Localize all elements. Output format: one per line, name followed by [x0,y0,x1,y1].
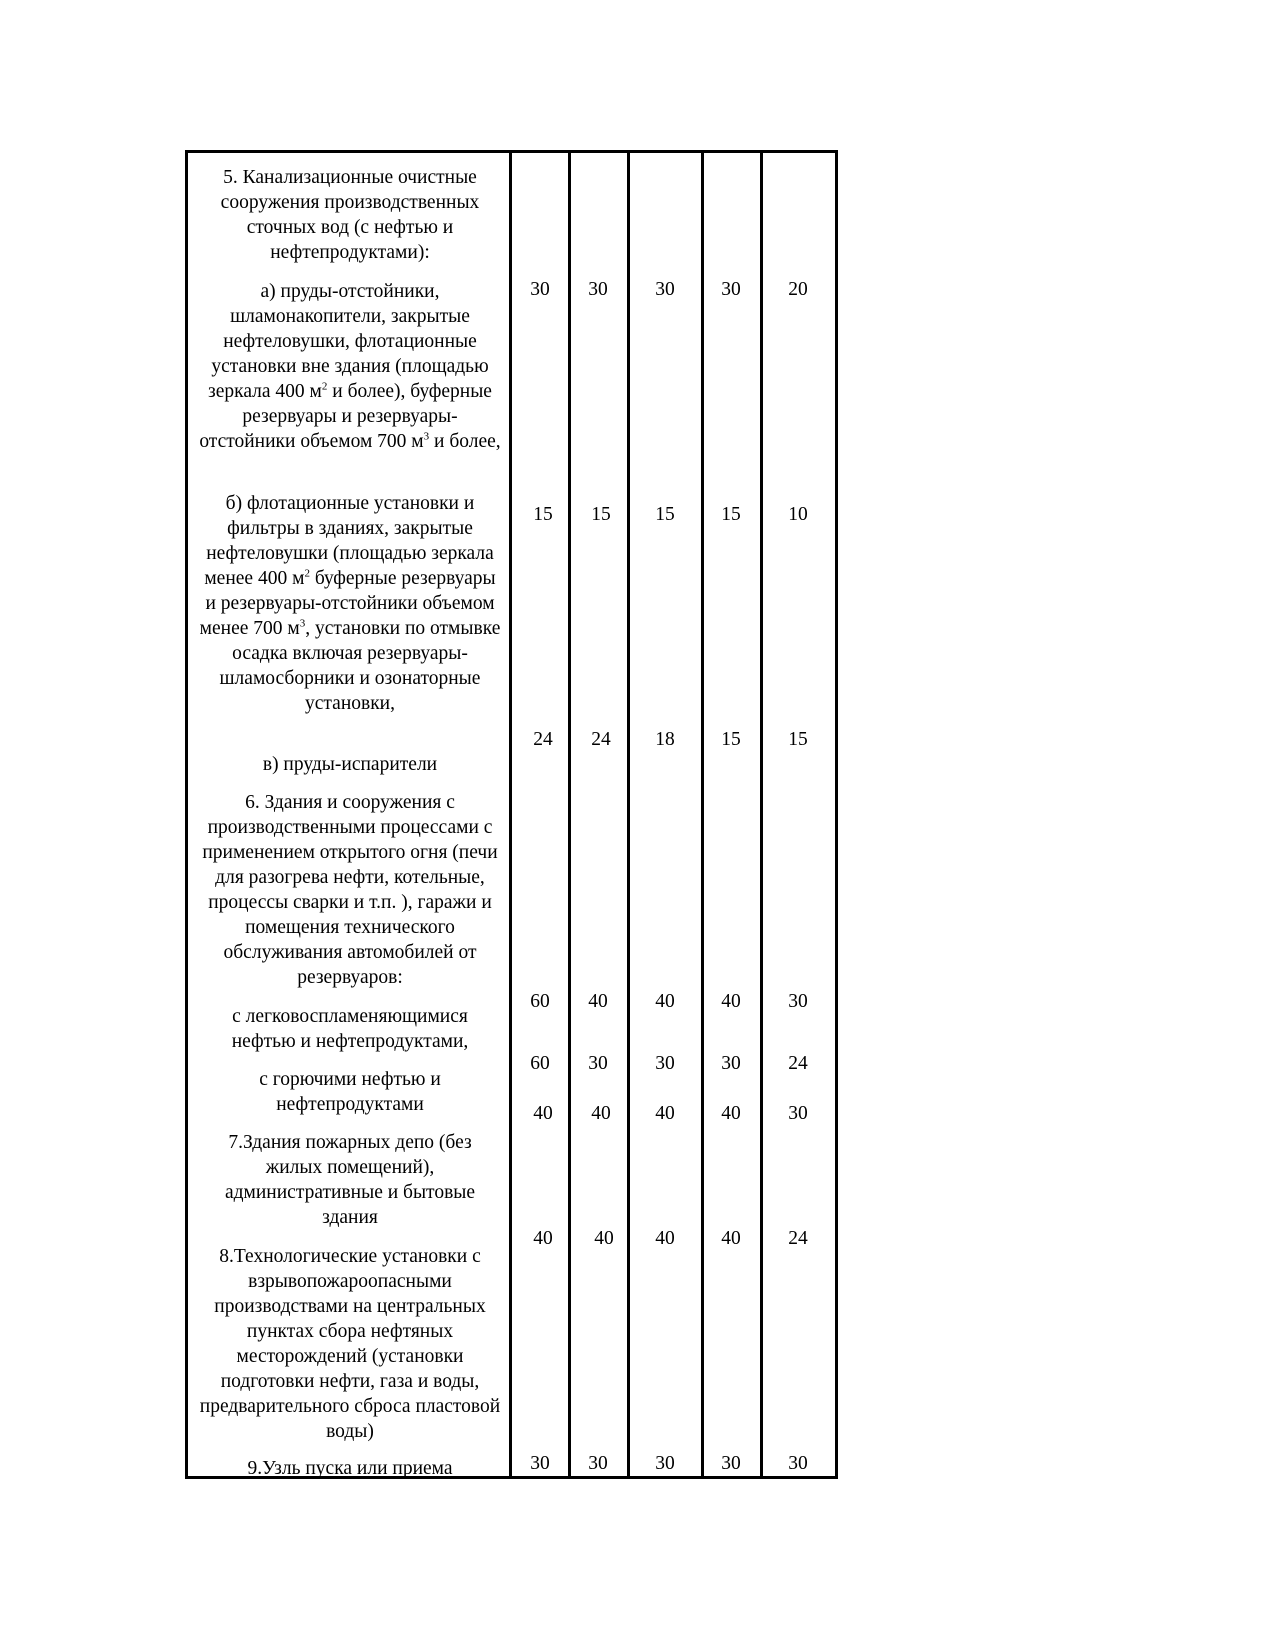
values-row [188,277,835,303]
values-row [188,989,835,1015]
value-cell: 30 [530,1453,550,1474]
value-cell: 24 [788,1228,808,1249]
value-cell: 30 [788,991,808,1012]
value-cell: 30 [655,1453,675,1474]
value-cell: 40 [588,991,608,1012]
values-row [188,1226,835,1252]
value-cell: 15 [655,504,675,525]
values-row [188,1101,835,1127]
value-cell: 40 [655,1103,675,1124]
value-cell: 15 [721,504,741,525]
value-cell: 40 [655,1228,675,1249]
column-divider [568,153,571,1476]
row-label-9: 9.Узль пуска или приема [247,1458,453,1479]
value-cell: 24 [591,729,611,750]
value-cell: 30 [721,1053,741,1074]
value-cell: 30 [788,1453,808,1474]
row-label-5v: в) пруды-испарители [262,754,438,775]
value-cell: 40 [655,991,675,1012]
column-divider [509,153,512,1476]
value-cell: 20 [788,279,808,300]
value-cell: 30 [588,1053,608,1074]
values-row [188,1051,835,1077]
value-cell: 10 [788,504,808,525]
values-row [188,1451,835,1477]
row-label-6-flammable: с легковоспламеняющимися нефтью и нефтепродуктами, [231,1006,469,1052]
value-cell: 30 [655,279,675,300]
value-cell: 40 [721,1228,741,1249]
column-divider [627,153,630,1476]
value-cell: 15 [533,504,553,525]
row-label-5b: б) флотационные установки и фильтры в зданиях, закрытые нефтеловушки (площадью зеркала менее 400 $м^2$ буферные резервуары и резервуары-отстойники объемом менее 700 $м^3$, установки по отмывке осадка включая резервуары-шламосборники и озонаторные установки, [199,493,501,714]
value-cell: 40 [533,1228,553,1249]
value-cell: 15 [788,729,808,750]
column-divider [701,153,704,1476]
values-row [188,502,835,528]
value-cell: 30 [721,1453,741,1474]
value-cell: 15 [721,729,741,750]
value-cell: 30 [721,279,741,300]
distance-table [185,150,838,1479]
value-cell: 15 [591,504,611,525]
value-cell: 60 [530,991,550,1012]
value-cell: 30 [530,279,550,300]
value-cell: 40 [594,1228,614,1249]
value-cell: 40 [591,1103,611,1124]
value-cell: 40 [721,1103,741,1124]
value-cell: 30 [588,279,608,300]
row-label-6: 6. Здания и сооружения с производственными процессами с применением открытого огня (печи для разогрева нефти, котельные, процессы сварки и т.п. ), гаражи и помещения технического обслуживания автомобилей от резервуаров: [202,792,498,988]
value-cell: 30 [788,1103,808,1124]
value-cell: 40 [721,991,741,1012]
row-label-5: 5. Канализационные очистные сооружения производственных сточных вод (с нефтью и нефтепродуктами): [220,167,480,263]
row-label-7: 7.Здания пожарных депо (без жилых помещений), административные и бытовые здания [224,1132,476,1228]
value-cell: 40 [533,1103,553,1124]
row-label-6-combustible: с горючими нефтью и нефтепродуктами [259,1069,441,1115]
column-divider [760,153,763,1476]
value-cell: 30 [655,1053,675,1074]
value-cell: 60 [530,1053,550,1074]
row-label-8: 8.Технологические установки с взрывопожароопасными производствами на центральных пунктах сбора нефтяных месторождений (установки подготовки нефти, газа и воды, предварительного сброса пластовой воды) [199,1246,501,1442]
value-cell: 24 [533,729,553,750]
row-label-5a: а) пруды-отстойники, шламонакопители, закрытые нефтеловушки, флотационные установки вне здания (площадью зеркала 400 $м^2$ и более), буферные резервуары и резервуары-отстойники объемом 700 $м^3$ и более, [199,281,501,452]
value-cell: 30 [588,1453,608,1474]
values-row [188,727,835,753]
value-cell: 24 [788,1053,808,1074]
value-cell: 18 [655,729,675,750]
